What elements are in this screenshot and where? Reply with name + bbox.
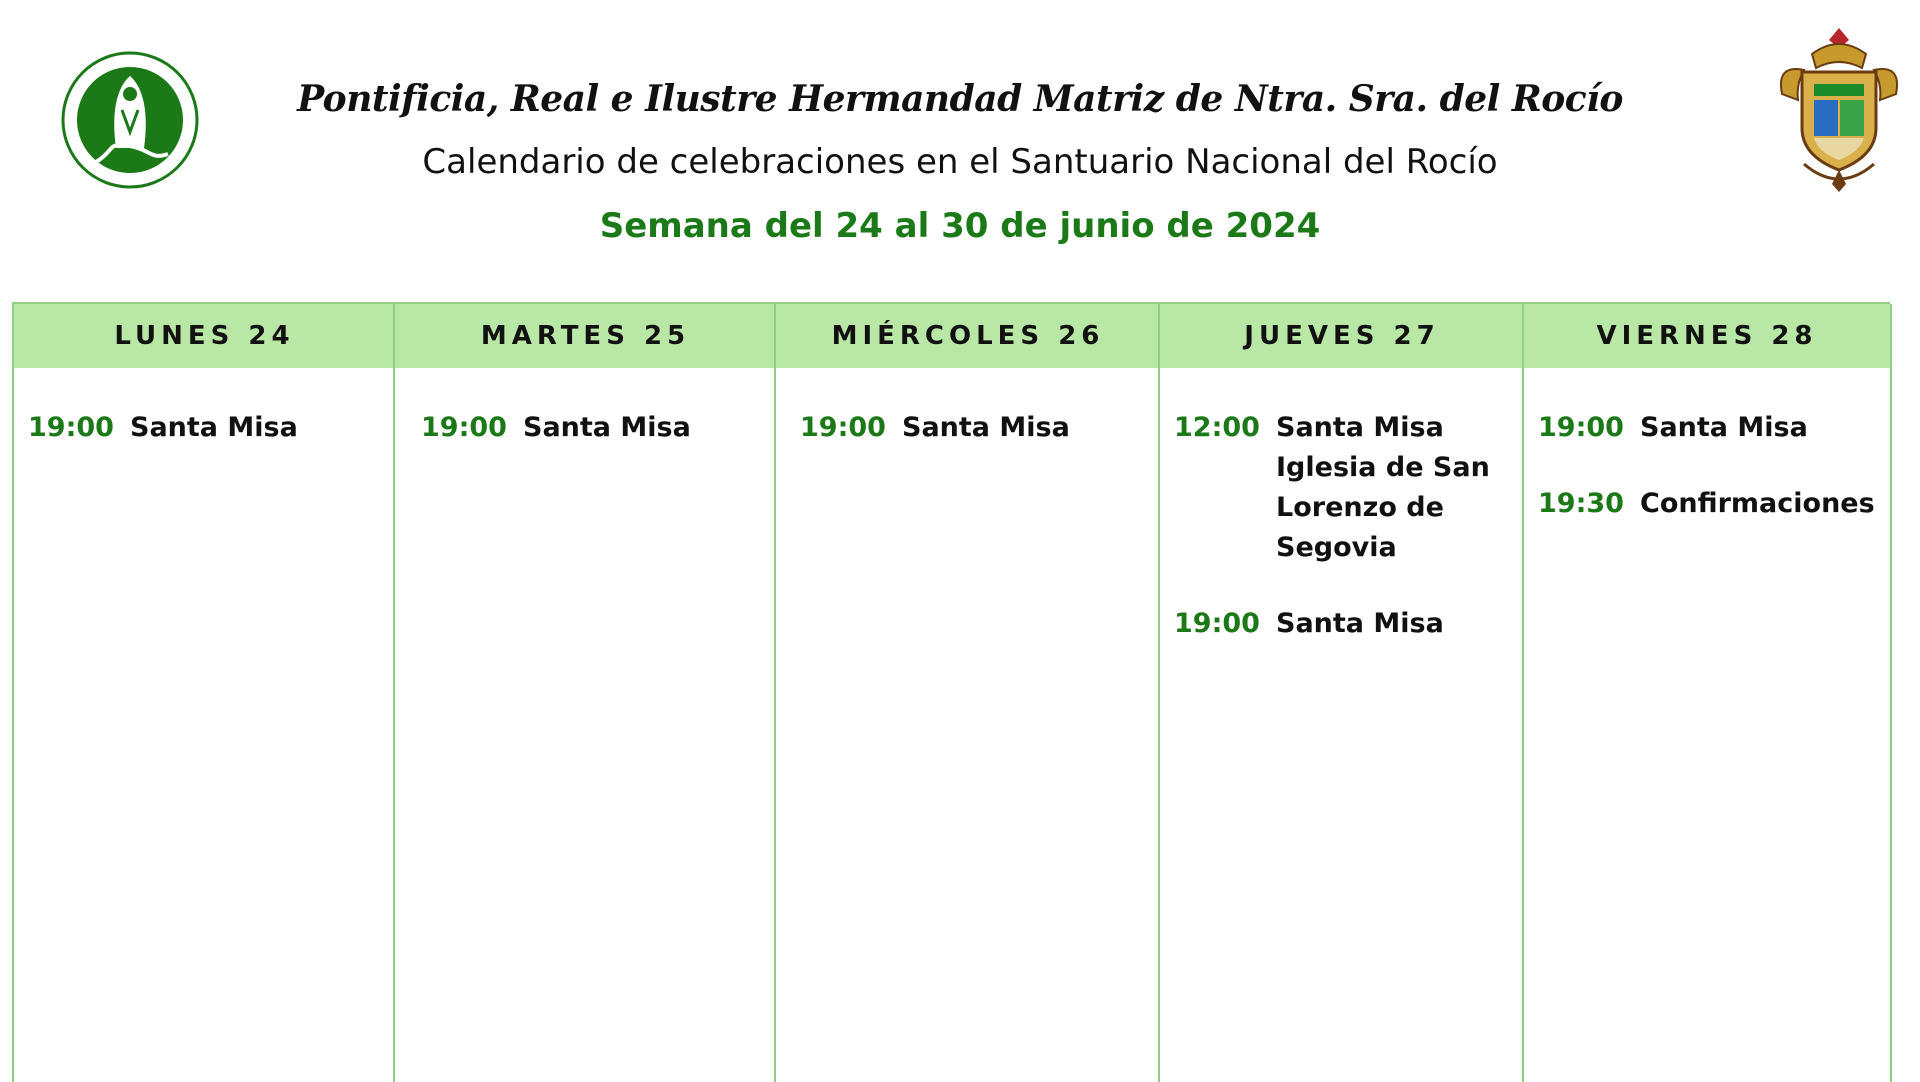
day-column-lunes — [12, 304, 395, 1082]
event-time: 19:30 — [1538, 488, 1624, 519]
coat-of-arms-logo — [1774, 24, 1904, 194]
event-title: Santa Misa — [902, 412, 1070, 443]
day-header: LUNES 24 — [14, 304, 395, 368]
event-list — [395, 368, 776, 448]
day-column-viernes — [1522, 304, 1892, 1082]
event-title: Santa Misa Iglesia de San Lorenzo de Segovia — [1276, 412, 1490, 563]
calendar-subtitle: Calendario de celebraciones en el Santuario Nacional del Rocío — [422, 142, 1498, 182]
event-time: 19:00 — [1174, 608, 1260, 639]
event-list — [14, 368, 395, 448]
event-item — [1538, 484, 1890, 524]
event-item — [421, 408, 776, 448]
day-column-jueves — [1158, 304, 1524, 1082]
day-header: JUEVES 27 — [1160, 304, 1524, 368]
event-time: 19:00 — [1538, 412, 1624, 443]
event-time: 19:00 — [800, 412, 886, 443]
event-item — [800, 408, 1160, 448]
day-header: MARTES 25 — [395, 304, 776, 368]
event-title: Santa Misa — [1276, 608, 1444, 639]
event-item — [1174, 604, 1524, 644]
day-header: VIERNES 28 — [1524, 304, 1890, 368]
event-list — [776, 368, 1160, 448]
day-column-martes — [393, 304, 776, 1082]
event-item — [28, 408, 395, 448]
event-title: Santa Misa — [1640, 412, 1808, 443]
event-list — [1524, 368, 1890, 524]
event-time: 19:00 — [421, 412, 507, 443]
event-list — [1160, 368, 1524, 644]
event-title: Santa Misa — [523, 412, 691, 443]
event-title: Confirmaciones — [1640, 488, 1875, 519]
event-time: 19:00 — [28, 412, 114, 443]
event-item — [1538, 408, 1890, 448]
event-title: Santa Misa — [130, 412, 298, 443]
day-header: MIÉRCOLES 26 — [776, 304, 1160, 368]
event-time: 12:00 — [1174, 412, 1260, 443]
event-item — [1174, 408, 1524, 568]
weekly-schedule-table — [12, 302, 1890, 1082]
brotherhood-title: Pontificia, Real e Ilustre Hermandad Matriz de Ntra. Sra. del Rocío — [297, 78, 1623, 120]
document-header — [0, 0, 1920, 300]
week-range: Semana del 24 al 30 de junio de 2024 — [599, 206, 1321, 246]
day-column-miercoles — [774, 304, 1160, 1082]
